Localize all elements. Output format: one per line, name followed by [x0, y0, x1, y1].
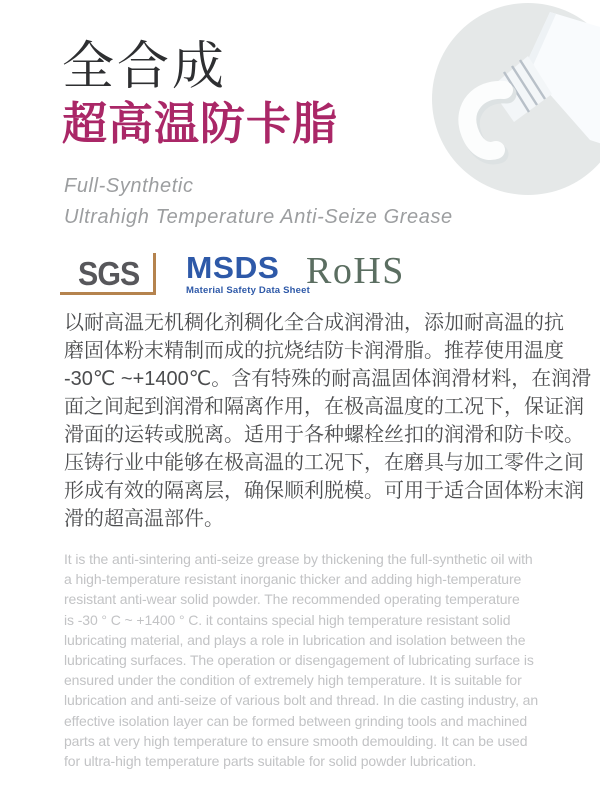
text-line: 压铸行业中能够在极高温的工况下，在磨具与加工零件之间 [64, 452, 584, 474]
text-line: effective isolation layer can be formed between grinding tools and machined [64, 712, 528, 729]
subtitle-line2: Ultrahigh Temperature Anti-Seize Grease [64, 206, 453, 228]
text-line: parts at very high temperature to ensure smooth demoulding. It can be used [64, 732, 528, 749]
product-photo [432, 2, 600, 196]
subtitle-line1: Full-Synthetic [64, 175, 194, 197]
sgs-logo [62, 255, 155, 295]
text-line: 以耐高温无机稠化剂稠化全合成润滑油，添加耐高温的抗 [64, 312, 564, 334]
page-title-cn-line1: 全合成 [62, 38, 228, 96]
text-line: a high-temperature resistant inorganic thicker and adding high-temperature [64, 571, 522, 588]
rohs-logo: RoHS [306, 250, 405, 292]
certification-logos [62, 247, 462, 307]
page-subtitle-en [64, 171, 453, 233]
text-line: 滑面的运转或脱离。适用于各种螺栓丝扣的润滑和防卡咬。 [64, 424, 584, 446]
sgs-underline [60, 292, 156, 295]
text-line: 形成有效的隔离层，确保顺利脱模。可用于适合固体粉末润 [64, 480, 584, 502]
text-line: It is the anti-sintering anti-seize grease by thickening the full-synthetic oil with [64, 551, 533, 567]
sgs-sideline [153, 253, 156, 295]
text-line: 磨固体粉末精制而成的抗烧结防卡润滑脂。推荐使用温度 [64, 340, 564, 362]
page-title-cn-line2: 超高温防卡脂 [62, 98, 339, 149]
description-english [64, 549, 546, 771]
text-line: 面之间起到润滑和隔离作用，在极高温度的工况下，保证润 [64, 396, 584, 418]
text-line: 滑的超高温部件。 [64, 508, 224, 530]
text-line: ensured under the condition of extremely high temperature. It is suitable for [64, 672, 522, 689]
text-line: is -30 ° C ~ +1400 ° C. it contains special high temperature resistant solid [64, 611, 511, 628]
text-line: resistant anti-wear solid powder. The recommended operating temperature [64, 591, 520, 608]
description-chinese [64, 309, 592, 533]
text-line: lubrication and anti-seize of various bolt and thread. In die casting industry, an [64, 692, 539, 709]
msds-logo-text: MSDS [186, 250, 280, 285]
text-line: for ultra-high temperature parts suitable for solid powder lubrication. [64, 753, 477, 770]
text-line: lubricating material, and plays a role in lubrication and isolation between the [64, 631, 526, 648]
text-line: -30℃ ~+1400℃。含有特殊的耐高温固体润滑材料，在润滑 [64, 368, 592, 390]
msds-logo-subtitle: Material Safety Data Sheet [186, 285, 310, 296]
msds-logo [186, 252, 310, 296]
text-line: lubricating surfaces. The operation or disengagement of lubricating surface is [64, 652, 534, 669]
sgs-logo-text: SGS [78, 255, 140, 292]
tube-illustration [432, 2, 600, 196]
